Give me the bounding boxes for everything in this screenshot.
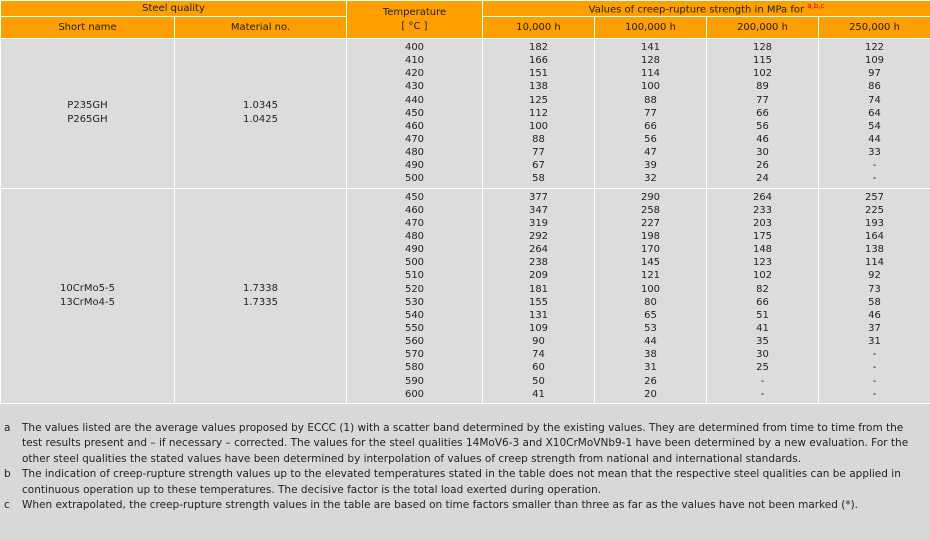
value-100000h-cell: 44	[644, 336, 657, 348]
value-250000h-cell: 109	[864, 55, 885, 67]
temperature-cell: 510	[404, 270, 425, 282]
value-100000h-cell: 100	[640, 283, 661, 295]
temperature-cell: 480	[404, 230, 425, 242]
value-10000h-cell: 50	[532, 375, 545, 387]
duration-header-250000: 250,000 h	[819, 17, 930, 39]
temperature-cell: 400	[404, 42, 425, 53]
value-200000h-cell: 203	[752, 217, 773, 229]
short-name-header: Short name	[1, 17, 175, 39]
value-10000h-cell: 181	[528, 283, 549, 295]
value-100000h-cell: 170	[640, 244, 661, 256]
values-superscript: a,b,c	[807, 1, 825, 10]
value-100000h-cell: 20	[644, 388, 657, 400]
value-200000h-cell: 123	[752, 257, 773, 269]
value-250000h-cell: 122	[864, 42, 885, 53]
value-10000h-cell: 347	[528, 204, 549, 216]
value-10000h-cell: 238	[528, 257, 549, 269]
footnote-c	[0, 498, 930, 513]
footnote-label: c	[4, 499, 10, 512]
value-100000h-cell: 26	[644, 375, 657, 387]
values-title: Values of creep-rupture strength in MPa for	[588, 4, 805, 16]
temperature-label: Temperature	[382, 6, 447, 18]
duration-header-100000: 100,000 h	[595, 17, 707, 39]
value-100000h-cell: 114	[640, 68, 661, 80]
footnote-b	[0, 467, 930, 498]
value-100000h-column	[595, 188, 707, 403]
footnote-label: a	[4, 422, 11, 434]
temperature-cell: 490	[404, 244, 425, 256]
value-200000h-cell: 102	[752, 270, 773, 282]
material-no: 1.0345	[243, 100, 278, 112]
value-200000h-column	[707, 188, 819, 403]
value-100000h-cell: 145	[640, 257, 661, 269]
value-100000h-cell: 77	[644, 107, 657, 119]
value-250000h-cell: 44	[868, 133, 881, 145]
temperature-cell: 500	[404, 257, 425, 269]
steel-group-row	[1, 188, 930, 403]
temperature-cell: 570	[404, 349, 425, 361]
material-no-cell	[175, 39, 347, 189]
value-10000h-cell: 319	[528, 217, 549, 229]
temperature-cell: 530	[404, 296, 425, 308]
value-250000h-cell: 225	[864, 204, 885, 216]
value-250000h-cell: 257	[864, 191, 885, 203]
value-200000h-cell: 41	[756, 322, 769, 334]
value-250000h-cell: 164	[864, 230, 885, 242]
value-10000h-cell: 109	[528, 322, 549, 334]
value-100000h-cell: 141	[640, 42, 661, 53]
value-10000h-cell: 77	[532, 147, 545, 159]
value-200000h-cell: 46	[756, 133, 769, 145]
value-250000h-cell: -	[872, 362, 877, 374]
temperature-cell: 580	[404, 362, 425, 374]
temperature-cell: 550	[404, 322, 425, 334]
value-10000h-cell: 209	[528, 270, 549, 282]
value-100000h-cell: 56	[644, 133, 657, 145]
value-100000h-cell: 198	[640, 230, 661, 242]
value-10000h-cell: 138	[528, 81, 549, 93]
temperature-cell: 470	[404, 133, 425, 145]
value-250000h-cell: 46	[868, 309, 881, 321]
temperature-cell: 600	[404, 388, 425, 400]
value-250000h-cell: 86	[868, 81, 881, 93]
values-header	[483, 1, 930, 17]
value-200000h-cell: 66	[756, 107, 769, 119]
temperature-cell: 460	[404, 204, 425, 216]
temperature-cell: 430	[404, 81, 425, 93]
table-body	[1, 39, 930, 404]
value-100000h-cell: 258	[640, 204, 661, 216]
value-250000h-column	[819, 188, 930, 403]
value-200000h-cell: 89	[756, 81, 769, 93]
temperature-cell: 450	[404, 191, 425, 203]
footnote-text: The indication of creep-rupture strength values up to the elevated temperatures stated in the table does not mean that the respective steel qualities can be applied in continuous operation up to these temperatures. The decisive factor is the total load exerted during operation.	[22, 468, 901, 496]
value-10000h-cell: 90	[532, 336, 545, 348]
value-250000h-cell: 97	[868, 68, 881, 80]
short-name: 13CrMo4-5	[60, 296, 115, 308]
temperature-cell: 500	[404, 173, 425, 185]
value-200000h-cell: 128	[752, 42, 773, 53]
steel-group-row	[1, 39, 930, 189]
footnotes	[0, 421, 930, 539]
value-10000h-cell: 131	[528, 309, 549, 321]
value-200000h-cell: 148	[752, 244, 773, 256]
temperature-cell: 410	[404, 55, 425, 67]
value-10000h-cell: 67	[532, 160, 545, 172]
value-250000h-cell: -	[872, 173, 877, 185]
value-250000h-cell: -	[872, 388, 877, 400]
value-250000h-cell: 73	[868, 283, 881, 295]
value-10000h-cell: 41	[532, 388, 545, 400]
duration-header-10000: 10,000 h	[483, 17, 595, 39]
value-10000h-cell: 166	[528, 55, 549, 67]
value-200000h-cell: 66	[756, 296, 769, 308]
value-100000h-cell: 38	[644, 349, 657, 361]
value-100000h-cell: 32	[644, 173, 657, 185]
value-200000h-cell: 115	[752, 55, 773, 67]
value-10000h-cell: 60	[532, 362, 545, 374]
value-100000h-cell: 53	[644, 322, 657, 334]
value-250000h-cell: 64	[868, 107, 881, 119]
value-10000h-cell: 88	[532, 133, 545, 145]
value-250000h-cell: 193	[864, 217, 885, 229]
value-200000h-cell: 24	[756, 173, 769, 185]
value-200000h-cell: 233	[752, 204, 773, 216]
value-200000h-column	[707, 39, 819, 189]
value-200000h-cell: 56	[756, 120, 769, 132]
temperature-header	[347, 1, 483, 39]
footnote-text: The values listed are the average values proposed by ECCC (1) with a scatter band determined by the existing values. They are determined from time to time from the test results present and – if necessary – corrected. The values for the steel qualities 14MoV6-3 and X10CrMoVNb9-1 have been determined by a new evaluation. For the other steel qualities the stated values have been determined by interpolation of values of creep strength from national and international standards.	[22, 422, 909, 465]
value-10000h-column	[483, 188, 595, 403]
value-250000h-cell: 33	[868, 147, 881, 159]
value-10000h-cell: 155	[528, 296, 549, 308]
value-10000h-cell: 264	[528, 244, 549, 256]
value-100000h-cell: 88	[644, 94, 657, 106]
value-200000h-cell: 77	[756, 94, 769, 106]
value-10000h-cell: 125	[528, 94, 549, 106]
temperature-cell: 540	[404, 309, 425, 321]
value-200000h-cell: 25	[756, 362, 769, 374]
temperature-cell: 520	[404, 283, 425, 295]
value-250000h-cell: -	[872, 375, 877, 387]
temperature-cell: 590	[404, 375, 425, 387]
duration-header-200000: 200,000 h	[707, 17, 819, 39]
short-name-cell	[1, 188, 175, 403]
value-250000h-cell: 114	[864, 257, 885, 269]
value-250000h-cell: 92	[868, 270, 881, 282]
value-200000h-cell: 51	[756, 309, 769, 321]
short-name: P265GH	[67, 114, 108, 126]
value-10000h-cell: 112	[528, 107, 549, 119]
value-100000h-column	[595, 39, 707, 189]
short-name-cell	[1, 39, 175, 189]
temperature-cell: 450	[404, 107, 425, 119]
value-10000h-cell: 74	[532, 349, 545, 361]
temperature-column	[347, 39, 483, 189]
temperature-unit: [ °C ]	[401, 20, 428, 32]
footnote-text: When extrapolated, the creep-rupture strength values in the table are based on time factors smaller than three as far as the values have not been marked (*).	[22, 499, 859, 512]
value-10000h-cell: 151	[528, 68, 549, 80]
value-10000h-column	[483, 39, 595, 189]
value-100000h-cell: 39	[644, 160, 657, 172]
value-100000h-cell: 31	[644, 362, 657, 374]
footnote-label: b	[4, 468, 11, 481]
footnote-a	[0, 421, 930, 467]
value-200000h-cell: 30	[756, 349, 769, 361]
value-100000h-cell: 65	[644, 309, 657, 321]
value-250000h-cell: 138	[864, 244, 885, 256]
temperature-cell: 480	[404, 147, 425, 159]
value-250000h-cell: 74	[868, 94, 881, 106]
value-250000h-cell: 31	[868, 336, 881, 348]
value-200000h-cell: 102	[752, 68, 773, 80]
temperature-cell: 560	[404, 336, 425, 348]
value-100000h-cell: 128	[640, 55, 661, 67]
value-100000h-cell: 47	[644, 147, 657, 159]
value-200000h-cell: 26	[756, 160, 769, 172]
material-no: 1.7335	[243, 296, 278, 308]
value-100000h-cell: 100	[640, 81, 661, 93]
value-100000h-cell: 80	[644, 296, 657, 308]
value-250000h-cell: -	[872, 349, 877, 361]
value-10000h-cell: 58	[532, 173, 545, 185]
temperature-cell: 440	[404, 94, 425, 106]
temperature-column	[347, 188, 483, 403]
value-200000h-cell: 264	[752, 191, 773, 203]
temperature-cell: 420	[404, 68, 425, 80]
value-10000h-cell: 100	[528, 120, 549, 132]
value-250000h-cell: 54	[868, 120, 881, 132]
material-no-header: Material no.	[175, 17, 347, 39]
steel-quality-header: Steel quality	[1, 1, 347, 17]
value-250000h-column	[819, 39, 930, 189]
value-100000h-cell: 227	[640, 217, 661, 229]
temperature-cell: 460	[404, 120, 425, 132]
temperature-cell: 490	[404, 160, 425, 172]
value-200000h-cell: 30	[756, 147, 769, 159]
value-200000h-cell: 175	[752, 230, 773, 242]
value-200000h-cell: -	[760, 388, 765, 400]
value-200000h-cell: 35	[756, 336, 769, 348]
value-250000h-cell: 37	[868, 322, 881, 334]
value-250000h-cell: 58	[868, 296, 881, 308]
short-name: P235GH	[67, 100, 108, 112]
value-100000h-cell: 66	[644, 120, 657, 132]
value-200000h-cell: 82	[756, 283, 769, 295]
temperature-cell: 470	[404, 217, 425, 229]
value-200000h-cell: -	[760, 375, 765, 387]
value-10000h-cell: 292	[528, 230, 549, 242]
material-no-cell	[175, 188, 347, 403]
value-100000h-cell: 121	[640, 270, 661, 282]
material-no: 1.0425	[243, 114, 278, 126]
value-10000h-cell: 377	[528, 191, 549, 203]
value-250000h-cell: -	[872, 160, 877, 172]
short-name: 10CrMo5-5	[60, 282, 115, 294]
value-10000h-cell: 182	[528, 42, 549, 53]
material-no: 1.7338	[243, 282, 278, 294]
value-100000h-cell: 290	[640, 191, 661, 203]
